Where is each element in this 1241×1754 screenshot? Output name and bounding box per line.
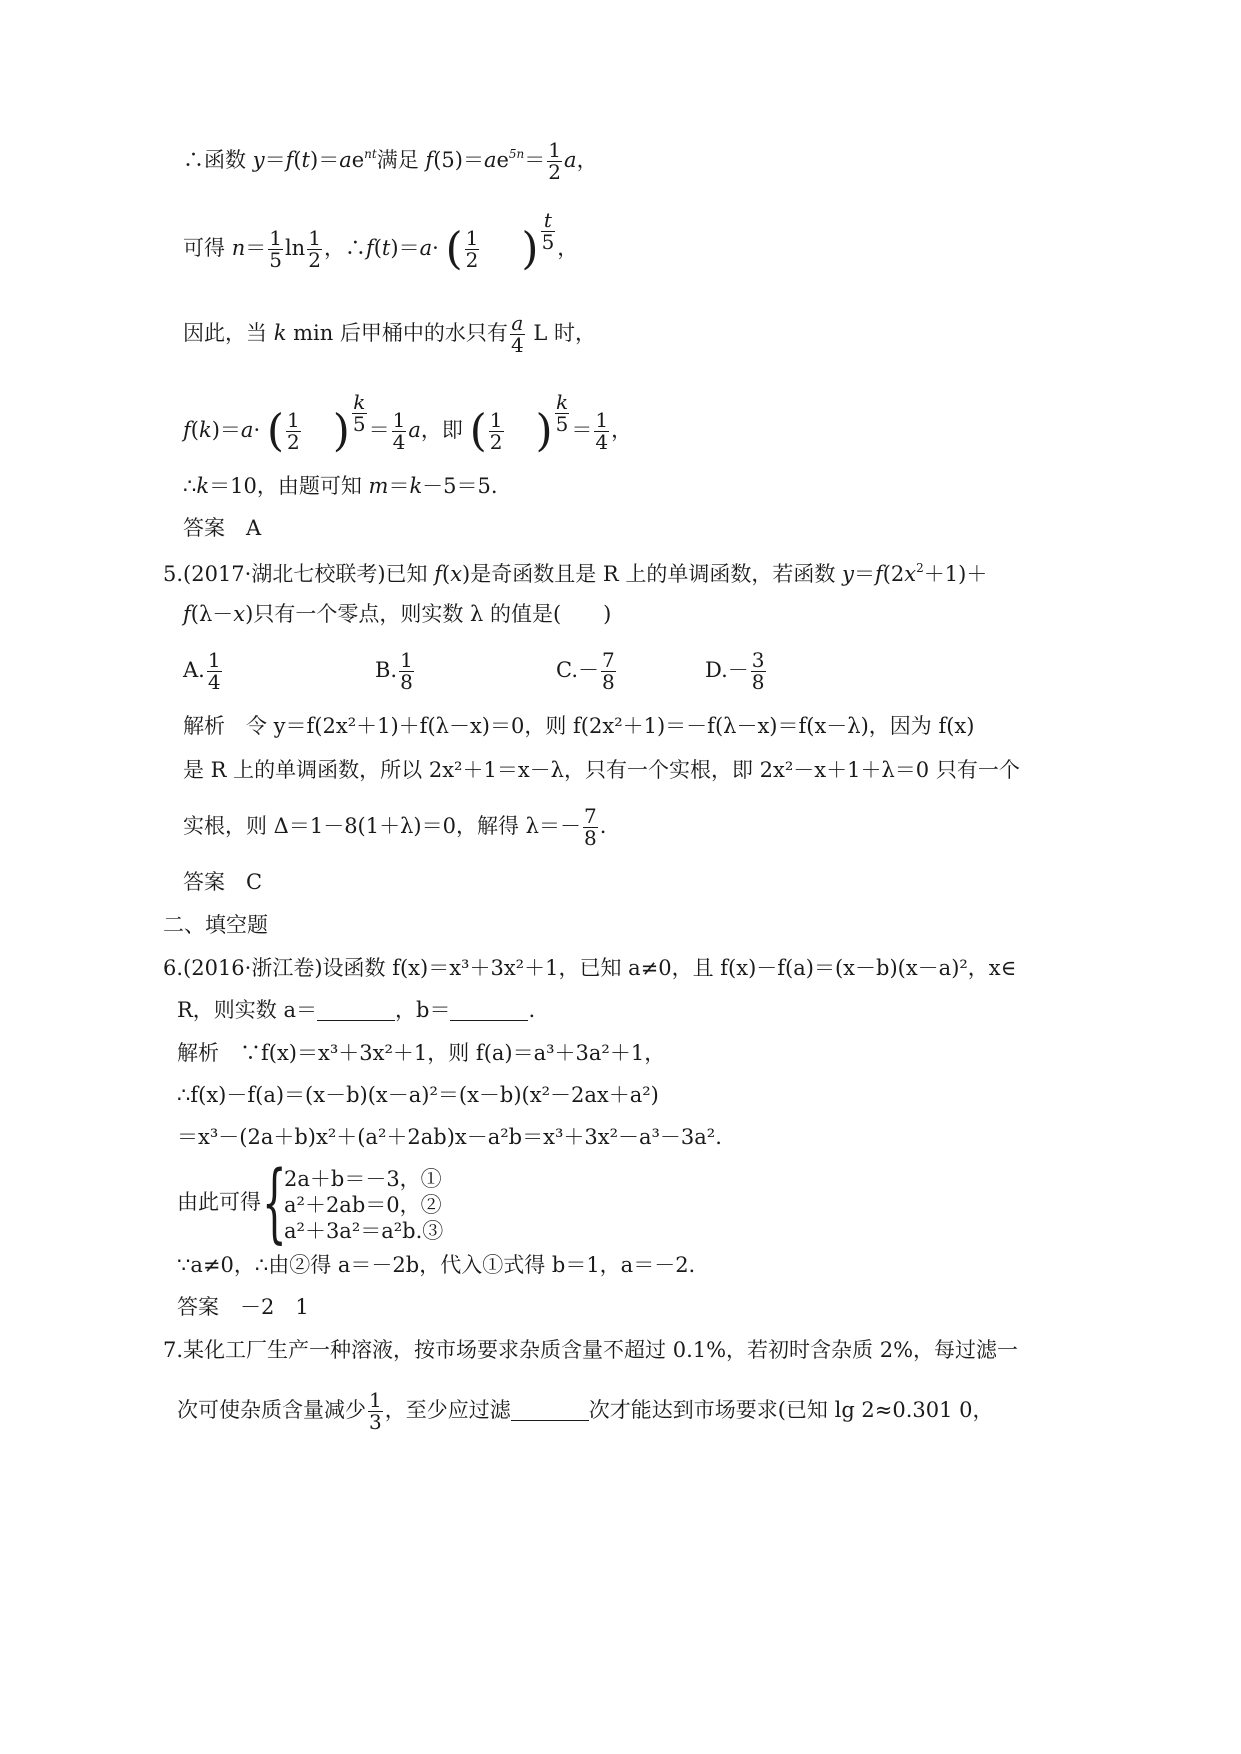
option-d: D.－ $\frac{3}{8}$ [705,648,765,694]
fraction: $\frac{1}{2}$ [287,408,300,454]
solution-line: ∵a≠0，∴由②得 a＝－2b，代入①式得 b＝1，a＝－2. [177,1253,696,1277]
fraction: $\frac{1}{4}$ [392,408,406,454]
question-line: 7.某化工厂生产一种溶液，按市场要求杂质含量不超过 0.1%，若初时含杂质 2%，每过滤一 [163,1338,1019,1362]
solution-line: 是 R 上的单调函数，所以 2x²＋1＝x－λ，只有一个实根，即 2x²－x＋1＋λ＝0 只有一个 [183,758,1020,782]
fraction: $\frac{1}{2}$ [548,138,562,184]
option-c: C.－ $\frac{7}{8}$ [556,648,615,694]
equation-system [262,1153,462,1253]
answer-blank[interactable] [511,1400,589,1421]
answer-line: 答案 C [183,870,263,894]
answer-blank[interactable] [450,1000,528,1021]
exponent-fraction: $\frac{k}{5}$ [352,390,366,436]
fraction: $\frac{a}{4}$ [510,311,524,357]
solution-line: 因此，当 k min 后甲桶中的水只有 $\frac{a}{4}$ L 时， [183,311,596,357]
left-paren: ( [266,405,284,457]
question-line: 6.(2016·浙江卷)设函数 f(x)＝x³＋3x²＋1，已知 a≠0，且 f(x)－f(a)＝(x－b)(x－a)²，x∈ [163,956,1017,980]
system-equation: 2a＋b＝－3，① [284,1167,442,1191]
left-paren: ( [445,223,463,275]
solution-line: ＝x³－(2a＋b)x²＋(a²＋2ab)x－a²b＝x³＋3x²－a³－3a². [177,1125,722,1149]
answer-line: 答案 －2 1 [177,1295,309,1319]
right-paren: ) [332,405,350,457]
fraction: $\frac{1}{2}$ [489,408,503,454]
left-paren: ( [469,405,487,457]
section-heading: 二、填空题 [163,913,268,937]
right-paren: ) [521,223,539,275]
fraction: $\frac{1}{4}$ [595,408,609,454]
solution-line: ∴函数 $y=f(t)=ae^{nt}$满足 $f(5)=ae^{5n}=$ $\frac{1}{2}$ a， [183,138,598,184]
fraction: $\frac{1}{4}$ [207,648,221,694]
answer-blank[interactable] [317,1000,395,1021]
fraction: $\frac{1}{3}$ [369,1388,382,1434]
option-b: B. $\frac{1}{8}$ [375,648,413,694]
fraction: $\frac{7}{8}$ [602,648,615,694]
fraction: $\frac{1}{2}$ [465,226,479,272]
option-a: A. $\frac{1}{4}$ [183,648,221,694]
exponent-fraction: $\frac{t}{5}$ [541,208,555,254]
question-line: 次可使杂质含量减少 $\frac{1}{3}$ ，至少应过滤 次才能达到市场要求(已知 lg 2≈0.301 0， [177,1388,994,1434]
solution-line: f(k)＝a· ( $\frac{1}{2}$ ) $\frac{k}{5}$ ＝ $\frac{1}{4}$ a，即 ( $\frac{1}{2}$ ) $\frac{k}{5}$ ＝ $\frac{1}{4}$ ， [183,390,633,457]
solution-line: 实根，则 Δ＝1－8(1＋λ)＝0，解得 λ＝－ $\frac{7}{8}$ . [183,804,607,850]
question-line: 5.(2017·湖北七校联考)已知 f(x)是奇函数且是 R 上的单调函数，若函数 $y=f(2x^2+1)+$ [163,561,988,586]
system-equation: a²＋3a²＝a²b.③ [284,1219,444,1243]
solution-line: ∴f(x)－f(a)＝(x－b)(x－a)²＝(x－b)(x²－2ax＋a²) [177,1083,659,1107]
exponent-fraction: $\frac{k}{5}$ [555,390,569,436]
fraction: $\frac{3}{8}$ [751,648,765,694]
solution-line: 由此可得 [177,1190,261,1214]
fraction: $\frac{7}{8}$ [583,804,597,850]
right-paren: ) [535,405,553,457]
fraction: $\frac{1}{5}$ [269,226,282,272]
solution-line: 解析 令 y＝f(2x²＋1)＋f(λ－x)＝0，则 f(2x²＋1)＝－f(λ－x)＝f(x－λ)，因为 f(x) [183,714,975,738]
solution-line: 解析 ∵f(x)＝x³＋3x²＋1，则 f(a)＝a³＋3a²＋1， [177,1041,666,1065]
system-equation: a²＋2ab＝0，② [284,1193,442,1217]
fraction: $\frac{1}{8}$ [400,648,413,694]
solution-line: 可得 n＝ $\frac{1}{5}$ ln $\frac{1}{2}$ ，∴f(t)＝a· ( $\frac{1}{2}$ ) $\frac{t}{5}$ ， [183,208,579,275]
left-brace: { [262,1153,287,1253]
solution-line: ∴k＝10，由题可知 m＝k－5＝5. [183,474,498,498]
question-line: f(λ－x)只有一个零点，则实数 λ 的值是( ) [183,602,612,626]
answer-line: 答案 A [183,516,262,540]
question-line: R，则实数 a＝ ，b＝ . [177,998,536,1022]
fraction: $\frac{1}{2}$ [308,226,321,272]
